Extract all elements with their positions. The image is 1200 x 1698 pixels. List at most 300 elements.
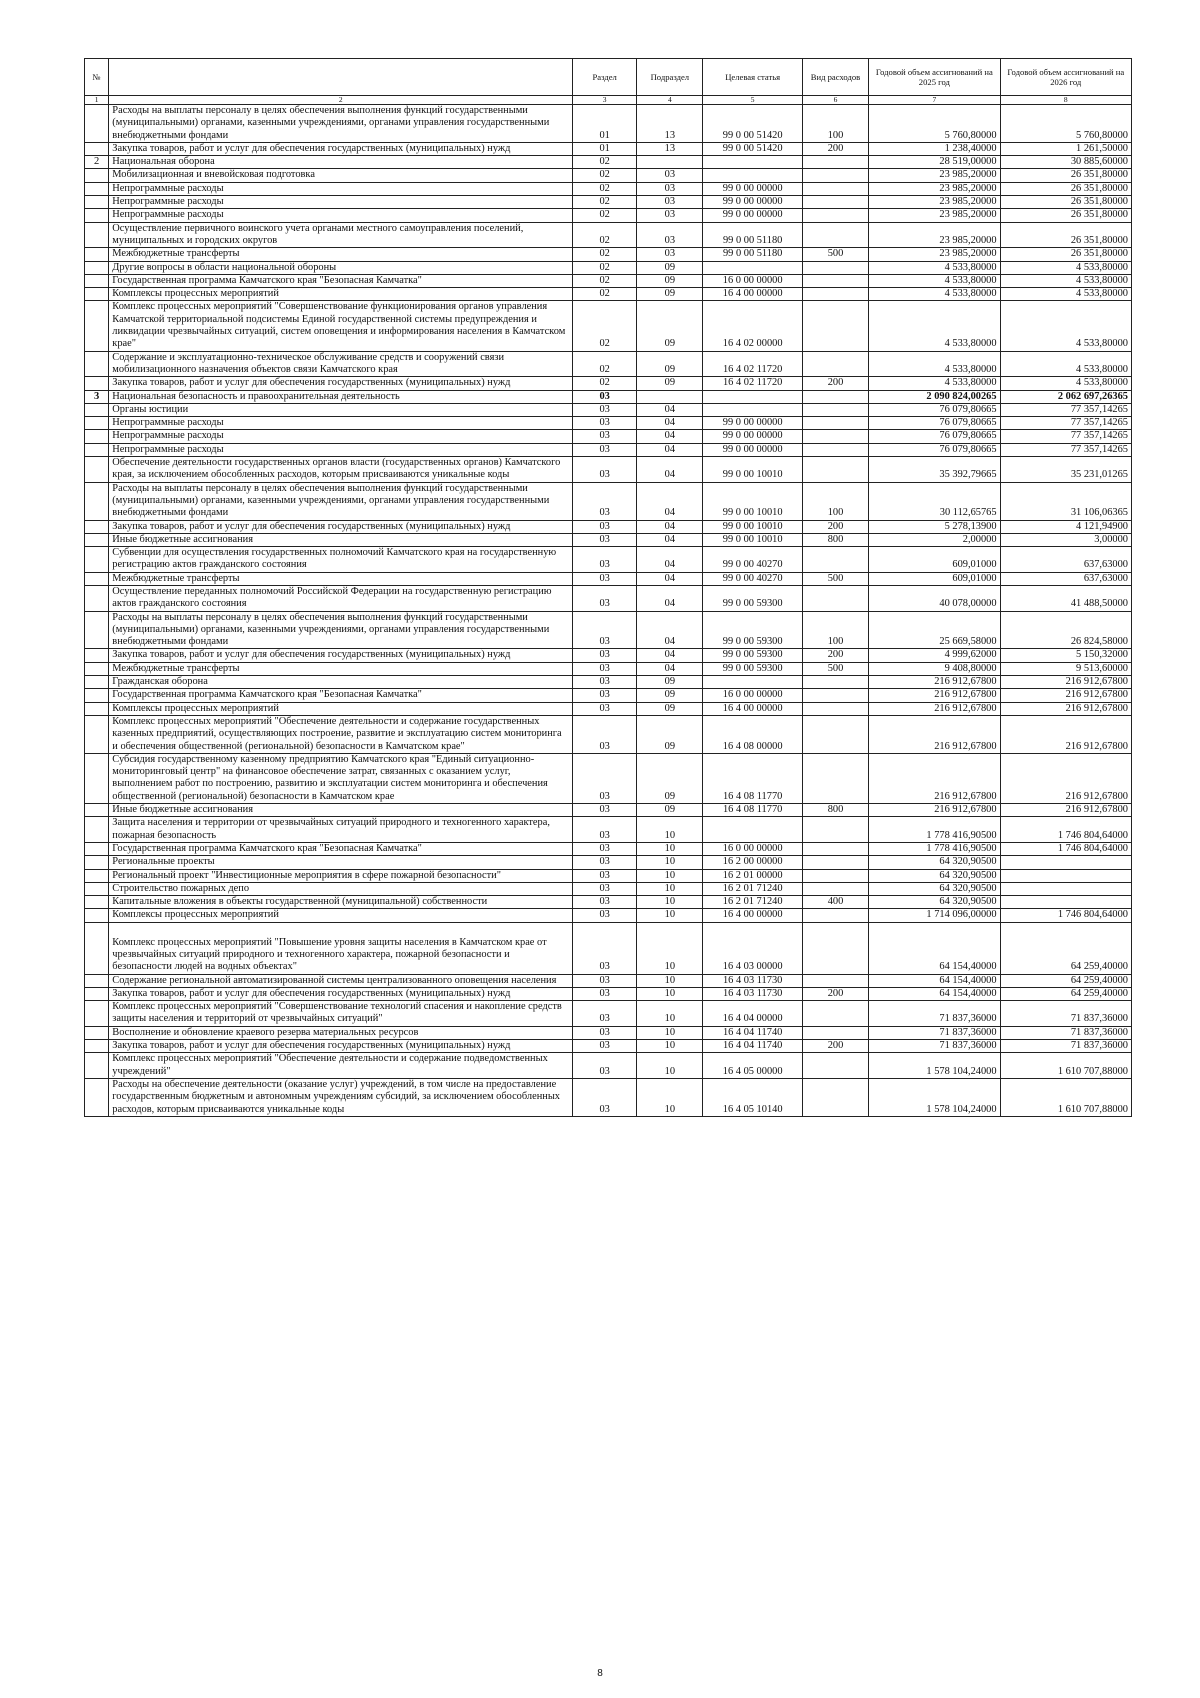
row-amount-2025: 23 985,20000 — [869, 169, 1000, 182]
row-amount-2025: 71 837,36000 — [869, 1040, 1000, 1053]
row-amount-2026: 26 351,80000 — [1000, 209, 1131, 222]
row-number — [85, 922, 109, 974]
row-amount-2025: 2 090 824,00265 — [869, 390, 1000, 403]
row-amount-2026: 26 351,80000 — [1000, 248, 1131, 261]
row-amount-2025: 1 778 416,90500 — [869, 817, 1000, 843]
table-row — [85, 1053, 1132, 1079]
row-name: Субсидия государственному казенному предприятию Камчатского края "Единый ситуационно-мониторинговый центр" на финансовое обеспечение затрат, связанных с оказанием услуг, выполнением работ по построению, развитию и эксплуатации систем мониторинга и обеспечения общественной (региональной) безопасности в Камчатском крае — [109, 753, 573, 803]
row-number — [85, 856, 109, 869]
row-target-article: 99 0 00 51420 — [703, 105, 802, 143]
row-name: Защита населения и территории от чрезвычайных ситуаций природного и техногенного характера, пожарная безопасность — [109, 817, 573, 843]
row-amount-2026: 1 746 804,64000 — [1000, 842, 1131, 855]
row-podrazdel: 03 — [637, 209, 703, 222]
row-razdel: 03 — [573, 922, 637, 974]
row-expense-type — [802, 842, 868, 855]
row-podrazdel: 04 — [637, 430, 703, 443]
row-expense-type: 500 — [802, 248, 868, 261]
row-razdel: 03 — [573, 896, 637, 909]
row-expense-type — [802, 222, 868, 248]
row-name: Государственная программа Камчатского края "Безопасная Камчатка" — [109, 689, 573, 702]
row-razdel: 02 — [573, 196, 637, 209]
row-name: Капитальные вложения в объекты государственной (муниципальной) собственности — [109, 896, 573, 909]
row-number — [85, 417, 109, 430]
row-expense-type — [802, 156, 868, 169]
row-name: Содержание региональной автоматизированной системы централизованного оповещения населения — [109, 974, 573, 987]
row-number — [85, 403, 109, 416]
row-expense-type: 200 — [802, 1040, 868, 1053]
row-name: Непрограммные расходы — [109, 430, 573, 443]
row-name: Органы юстиции — [109, 403, 573, 416]
row-target-article: 99 0 00 40270 — [703, 547, 802, 573]
row-name: Комплексы процессных мероприятий — [109, 288, 573, 301]
row-amount-2025: 35 392,79665 — [869, 457, 1000, 483]
row-number — [85, 689, 109, 702]
table-row — [85, 209, 1132, 222]
row-name: Иные бюджетные ассигнования — [109, 533, 573, 546]
row-podrazdel: 10 — [637, 1026, 703, 1039]
row-amount-2026: 1 746 804,64000 — [1000, 817, 1131, 843]
row-podrazdel: 03 — [637, 248, 703, 261]
row-number — [85, 288, 109, 301]
row-expense-type: 200 — [802, 987, 868, 1000]
column-number: 4 — [637, 96, 703, 105]
table-header-row — [85, 59, 1132, 96]
row-podrazdel: 04 — [637, 585, 703, 611]
table-row — [85, 248, 1132, 261]
row-podrazdel: 09 — [637, 753, 703, 803]
row-number — [85, 430, 109, 443]
row-razdel: 03 — [573, 611, 637, 649]
row-target-article: 99 0 00 10010 — [703, 533, 802, 546]
row-podrazdel: 09 — [637, 274, 703, 287]
row-amount-2026 — [1000, 856, 1131, 869]
row-podrazdel: 04 — [637, 572, 703, 585]
row-expense-type — [802, 430, 868, 443]
row-name: Закупка товаров, работ и услуг для обеспечения государственных (муниципальных) нужд — [109, 1040, 573, 1053]
row-amount-2026: 4 533,80000 — [1000, 301, 1131, 351]
table-row — [85, 443, 1132, 456]
table-row — [85, 351, 1132, 377]
row-amount-2025: 5 278,13900 — [869, 520, 1000, 533]
row-amount-2025: 40 078,00000 — [869, 585, 1000, 611]
table-row — [85, 649, 1132, 662]
table-row — [85, 1001, 1132, 1027]
row-razdel: 03 — [573, 1040, 637, 1053]
row-name: Комплекс процессных мероприятий "Обеспечение деятельности и содержание государственных казенных предприятий, осуществляющих построение, развитие и эксплуатацию систем мониторинга и обеспечения общественной (региональной) безопасности в Камчатском крае" — [109, 715, 573, 753]
row-number — [85, 547, 109, 573]
row-target-article — [703, 390, 802, 403]
row-target-article: 16 4 03 11730 — [703, 974, 802, 987]
row-target-article: 16 2 01 00000 — [703, 869, 802, 882]
row-name: Государственная программа Камчатского края "Безопасная Камчатка" — [109, 842, 573, 855]
column-number: 2 — [109, 96, 573, 105]
row-amount-2025: 609,01000 — [869, 547, 1000, 573]
table-row — [85, 817, 1132, 843]
row-number — [85, 909, 109, 922]
row-podrazdel: 04 — [637, 443, 703, 456]
row-podrazdel: 04 — [637, 611, 703, 649]
row-name: Содержание и эксплуатационно-техническое обслуживание средств и сооружений связи мобилизационного назначения объектов связи Камчатского края — [109, 351, 573, 377]
row-amount-2026: 35 231,01265 — [1000, 457, 1131, 483]
row-target-article: 16 4 05 00000 — [703, 1053, 802, 1079]
row-expense-type: 200 — [802, 520, 868, 533]
row-target-article: 99 0 00 59300 — [703, 585, 802, 611]
row-name: Расходы на выплаты персоналу в целях обеспечения выполнения функций государственными (муниципальными) органами, казенными учреждениями, органами управления государственными внебюджетными фондами — [109, 611, 573, 649]
row-target-article: 99 0 00 00000 — [703, 417, 802, 430]
row-name: Закупка товаров, работ и услуг для обеспечения государственных (муниципальных) нужд — [109, 649, 573, 662]
row-name: Расходы на выплаты персоналу в целях обеспечения выполнения функций государственными (муниципальными) органами, казенными учреждениями, органами управления государственными внебюджетными фондами — [109, 105, 573, 143]
row-name: Комплекс процессных мероприятий "Совершенствование функционирования органов управления Камчатской территориальной подсистемы Единой государственной системы предупреждения и ликвидации чрезвычайных ситуаций, систем оповещения и информирования населения в Камчатском крае" — [109, 301, 573, 351]
row-expense-type — [802, 417, 868, 430]
row-number — [85, 611, 109, 649]
row-amount-2025: 76 079,80665 — [869, 443, 1000, 456]
header-number: № — [85, 59, 109, 96]
row-amount-2026: 216 912,67800 — [1000, 676, 1131, 689]
row-razdel: 02 — [573, 274, 637, 287]
row-amount-2025: 64 320,90500 — [869, 896, 1000, 909]
row-expense-type — [802, 676, 868, 689]
row-expense-type — [802, 390, 868, 403]
row-amount-2026: 4 533,80000 — [1000, 261, 1131, 274]
row-amount-2025: 64 154,40000 — [869, 974, 1000, 987]
row-podrazdel: 10 — [637, 856, 703, 869]
row-podrazdel: 13 — [637, 105, 703, 143]
row-expense-type — [802, 702, 868, 715]
row-name: Межбюджетные трансферты — [109, 248, 573, 261]
row-amount-2026: 216 912,67800 — [1000, 804, 1131, 817]
row-razdel: 02 — [573, 351, 637, 377]
row-target-article — [703, 403, 802, 416]
row-amount-2025: 23 985,20000 — [869, 248, 1000, 261]
row-expense-type: 200 — [802, 377, 868, 390]
row-razdel: 03 — [573, 689, 637, 702]
row-name: Осуществление первичного воинского учета органами местного самоуправления поселений, муниципальных и городских округов — [109, 222, 573, 248]
table-row — [85, 882, 1132, 895]
table-row — [85, 922, 1132, 974]
row-target-article — [703, 817, 802, 843]
row-amount-2026: 9 513,60000 — [1000, 662, 1131, 675]
row-podrazdel: 09 — [637, 261, 703, 274]
row-target-article: 99 0 00 10010 — [703, 520, 802, 533]
column-number: 8 — [1000, 96, 1131, 105]
row-razdel: 02 — [573, 209, 637, 222]
table-row — [85, 547, 1132, 573]
row-number — [85, 248, 109, 261]
row-podrazdel: 10 — [637, 1040, 703, 1053]
row-target-article: 99 0 00 10010 — [703, 482, 802, 520]
row-expense-type — [802, 869, 868, 882]
row-number — [85, 443, 109, 456]
header-expense-type: Вид расходов — [802, 59, 868, 96]
row-name: Комплексы процессных мероприятий — [109, 702, 573, 715]
row-amount-2026: 216 912,67800 — [1000, 715, 1131, 753]
row-podrazdel: 03 — [637, 222, 703, 248]
row-podrazdel: 09 — [637, 377, 703, 390]
row-target-article: 16 2 00 00000 — [703, 856, 802, 869]
row-expense-type: 500 — [802, 662, 868, 675]
row-podrazdel: 09 — [637, 676, 703, 689]
table-row — [85, 1078, 1132, 1116]
row-name: Другие вопросы в области национальной обороны — [109, 261, 573, 274]
row-name: Комплекс процессных мероприятий "Совершенствование технологий спасения и накопление средств защиты населения и территорий от чрезвычайных ситуаций" — [109, 1001, 573, 1027]
row-expense-type — [802, 209, 868, 222]
row-amount-2025: 30 112,65765 — [869, 482, 1000, 520]
row-expense-type: 800 — [802, 533, 868, 546]
row-name: Региональный проект "Инвестиционные мероприятия в сфере пожарной безопасности" — [109, 869, 573, 882]
row-razdel: 03 — [573, 443, 637, 456]
row-target-article: 16 0 00 00000 — [703, 842, 802, 855]
table-row — [85, 662, 1132, 675]
row-amount-2026: 26 351,80000 — [1000, 196, 1131, 209]
row-expense-type — [802, 1078, 868, 1116]
row-podrazdel: 04 — [637, 457, 703, 483]
table-row — [85, 274, 1132, 287]
row-razdel: 03 — [573, 585, 637, 611]
header-amount-2025: Годовой объем ассигнований на 2025 год — [869, 59, 1000, 96]
row-amount-2025: 71 837,36000 — [869, 1026, 1000, 1039]
row-amount-2026: 41 488,50000 — [1000, 585, 1131, 611]
row-podrazdel — [637, 156, 703, 169]
table-row — [85, 417, 1132, 430]
row-podrazdel: 10 — [637, 909, 703, 922]
row-amount-2026: 216 912,67800 — [1000, 702, 1131, 715]
row-target-article: 99 0 00 59300 — [703, 611, 802, 649]
table-row — [85, 1040, 1132, 1053]
row-razdel: 03 — [573, 430, 637, 443]
row-name: Обеспечение деятельности государственных органов власти (государственных органов) Камчатского края, за исключением обособленных расходов, которым присваиваются уникальные коды — [109, 457, 573, 483]
row-number — [85, 182, 109, 195]
row-target-article: 99 0 00 51180 — [703, 222, 802, 248]
row-amount-2026: 30 885,60000 — [1000, 156, 1131, 169]
table-row — [85, 585, 1132, 611]
row-number — [85, 753, 109, 803]
table-row — [85, 169, 1132, 182]
row-amount-2025: 4 533,80000 — [869, 301, 1000, 351]
row-number — [85, 676, 109, 689]
row-amount-2026: 637,63000 — [1000, 572, 1131, 585]
row-podrazdel: 10 — [637, 987, 703, 1000]
row-amount-2026: 1 261,50000 — [1000, 142, 1131, 155]
table-row — [85, 1026, 1132, 1039]
header-name — [109, 59, 573, 96]
row-amount-2026 — [1000, 896, 1131, 909]
row-amount-2026 — [1000, 869, 1131, 882]
row-name: Гражданская оборона — [109, 676, 573, 689]
row-expense-type — [802, 182, 868, 195]
row-target-article: 99 0 00 00000 — [703, 196, 802, 209]
table-row — [85, 987, 1132, 1000]
row-razdel: 03 — [573, 520, 637, 533]
row-name: Иные бюджетные ассигнования — [109, 804, 573, 817]
table-row — [85, 457, 1132, 483]
table-row — [85, 196, 1132, 209]
row-podrazdel: 13 — [637, 142, 703, 155]
row-number — [85, 1053, 109, 1079]
row-name: Государственная программа Камчатского края "Безопасная Камчатка" — [109, 274, 573, 287]
row-razdel: 03 — [573, 856, 637, 869]
row-razdel: 03 — [573, 417, 637, 430]
row-amount-2026: 26 351,80000 — [1000, 169, 1131, 182]
row-amount-2026: 1 610 707,88000 — [1000, 1078, 1131, 1116]
row-amount-2026: 1 746 804,64000 — [1000, 909, 1131, 922]
row-expense-type — [802, 1001, 868, 1027]
row-number: 2 — [85, 156, 109, 169]
row-expense-type — [802, 288, 868, 301]
column-number: 1 — [85, 96, 109, 105]
row-number: 3 — [85, 390, 109, 403]
row-number — [85, 533, 109, 546]
row-target-article — [703, 156, 802, 169]
row-amount-2025: 64 320,90500 — [869, 856, 1000, 869]
row-target-article: 16 4 08 00000 — [703, 715, 802, 753]
row-razdel: 03 — [573, 882, 637, 895]
row-amount-2026: 26 824,58000 — [1000, 611, 1131, 649]
row-podrazdel: 04 — [637, 533, 703, 546]
row-amount-2025: 76 079,80665 — [869, 430, 1000, 443]
table-row — [85, 974, 1132, 987]
row-number — [85, 882, 109, 895]
row-expense-type: 100 — [802, 611, 868, 649]
table-row — [85, 430, 1132, 443]
table-row — [85, 261, 1132, 274]
row-podrazdel: 09 — [637, 301, 703, 351]
row-amount-2025: 64 320,90500 — [869, 869, 1000, 882]
row-podrazdel: 10 — [637, 922, 703, 974]
row-number — [85, 702, 109, 715]
column-number: 6 — [802, 96, 868, 105]
table-row — [85, 182, 1132, 195]
row-number — [85, 520, 109, 533]
row-target-article: 16 0 00 00000 — [703, 274, 802, 287]
row-podrazdel: 04 — [637, 482, 703, 520]
budget-table-page — [84, 58, 1132, 1117]
row-name: Осуществление переданных полномочий Российской Федерации на государственную регистрацию актов гражданского состояния — [109, 585, 573, 611]
row-expense-type — [802, 274, 868, 287]
row-razdel: 03 — [573, 482, 637, 520]
row-podrazdel: 09 — [637, 351, 703, 377]
row-razdel: 02 — [573, 222, 637, 248]
row-amount-2026: 2 062 697,26365 — [1000, 390, 1131, 403]
row-target-article: 16 4 00 00000 — [703, 909, 802, 922]
row-podrazdel: 10 — [637, 896, 703, 909]
row-amount-2026: 77 357,14265 — [1000, 430, 1131, 443]
row-name: Закупка товаров, работ и услуг для обеспечения государственных (муниципальных) нужд — [109, 520, 573, 533]
row-amount-2025: 216 912,67800 — [869, 753, 1000, 803]
row-razdel: 03 — [573, 869, 637, 882]
column-number: 7 — [869, 96, 1000, 105]
row-amount-2026: 77 357,14265 — [1000, 403, 1131, 416]
row-razdel: 01 — [573, 142, 637, 155]
table-row — [85, 482, 1132, 520]
row-number — [85, 377, 109, 390]
row-expense-type: 200 — [802, 649, 868, 662]
row-amount-2025: 1 238,40000 — [869, 142, 1000, 155]
row-razdel: 03 — [573, 662, 637, 675]
table-row — [85, 288, 1132, 301]
row-name: Мобилизационная и вневойсковая подготовка — [109, 169, 573, 182]
row-name: Межбюджетные трансферты — [109, 662, 573, 675]
row-razdel: 03 — [573, 649, 637, 662]
row-razdel: 03 — [573, 457, 637, 483]
table-row — [85, 156, 1132, 169]
row-expense-type — [802, 443, 868, 456]
row-target-article: 99 0 00 51180 — [703, 248, 802, 261]
row-target-article: 16 4 03 11730 — [703, 987, 802, 1000]
row-podrazdel: 04 — [637, 649, 703, 662]
row-razdel: 03 — [573, 1078, 637, 1116]
row-target-article: 99 0 00 00000 — [703, 182, 802, 195]
row-expense-type — [802, 1026, 868, 1039]
row-expense-type: 100 — [802, 105, 868, 143]
row-expense-type: 100 — [802, 482, 868, 520]
row-number — [85, 974, 109, 987]
row-amount-2025: 23 985,20000 — [869, 196, 1000, 209]
row-amount-2026: 216 912,67800 — [1000, 689, 1131, 702]
table-row — [85, 105, 1132, 143]
row-name: Субвенции для осуществления государственных полномочий Камчатского края на государственную регистрацию актов гражданского состояния — [109, 547, 573, 573]
row-amount-2025: 64 320,90500 — [869, 882, 1000, 895]
row-name: Закупка товаров, работ и услуг для обеспечения государственных (муниципальных) нужд — [109, 987, 573, 1000]
row-amount-2026: 64 259,40000 — [1000, 922, 1131, 974]
row-razdel: 02 — [573, 248, 637, 261]
table-row — [85, 869, 1132, 882]
row-amount-2026: 4 121,94900 — [1000, 520, 1131, 533]
row-podrazdel: 10 — [637, 1001, 703, 1027]
row-amount-2025: 71 837,36000 — [869, 1001, 1000, 1027]
row-podrazdel: 04 — [637, 662, 703, 675]
row-target-article: 16 4 02 11720 — [703, 351, 802, 377]
row-podrazdel: 10 — [637, 869, 703, 882]
row-name: Комплекс процессных мероприятий "Повышение уровня защиты населения в Камчатском крае от чрезвычайных ситуаций природного и техногенного характера, пожарной безопасности и безопасности людей на водных объектах" — [109, 922, 573, 974]
table-row — [85, 676, 1132, 689]
row-razdel: 03 — [573, 1053, 637, 1079]
row-razdel: 03 — [573, 842, 637, 855]
row-expense-type — [802, 689, 868, 702]
row-razdel: 02 — [573, 377, 637, 390]
table-row — [85, 909, 1132, 922]
table-row — [85, 856, 1132, 869]
row-number — [85, 572, 109, 585]
row-amount-2026: 26 351,80000 — [1000, 222, 1131, 248]
row-target-article: 16 4 08 11770 — [703, 804, 802, 817]
row-target-article: 99 0 00 00000 — [703, 430, 802, 443]
row-number — [85, 274, 109, 287]
row-target-article: 99 0 00 59300 — [703, 649, 802, 662]
table-row — [85, 403, 1132, 416]
row-target-article: 99 0 00 40270 — [703, 572, 802, 585]
row-expense-type — [802, 547, 868, 573]
row-name: Строительство пожарных депо — [109, 882, 573, 895]
row-podrazdel — [637, 390, 703, 403]
row-podrazdel: 04 — [637, 417, 703, 430]
row-number — [85, 842, 109, 855]
table-row — [85, 377, 1132, 390]
row-amount-2026: 77 357,14265 — [1000, 417, 1131, 430]
row-expense-type — [802, 715, 868, 753]
row-number — [85, 662, 109, 675]
table-body — [85, 105, 1132, 1117]
row-name: Расходы на выплаты персоналу в целях обеспечения выполнения функций государственными (муниципальными) органами, казенными учреждениями, органами управления государственными внебюджетными фондами — [109, 482, 573, 520]
row-razdel: 03 — [573, 804, 637, 817]
row-number — [85, 1001, 109, 1027]
table-row — [85, 689, 1132, 702]
row-amount-2025: 609,01000 — [869, 572, 1000, 585]
row-podrazdel: 09 — [637, 288, 703, 301]
row-podrazdel: 10 — [637, 882, 703, 895]
row-amount-2025: 23 985,20000 — [869, 182, 1000, 195]
row-number — [85, 142, 109, 155]
row-podrazdel: 10 — [637, 974, 703, 987]
